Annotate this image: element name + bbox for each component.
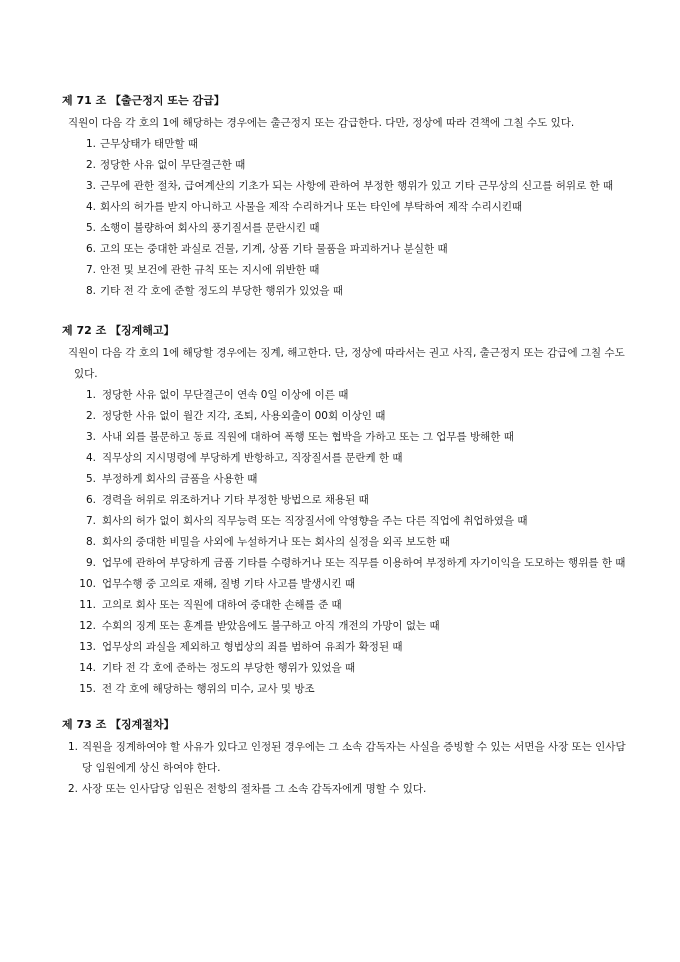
article-72 [62,323,628,700]
list-item: 8. 기타 전 각 호에 준할 정도의 부당한 행위가 있었을 때 [85,285,344,297]
list-item: 1. 정당한 사유 없이 무단결근이 연속 0일 이상에 이른 때 [85,389,349,401]
list-item: 2. 정당한 사유 없이 무단결근한 때 [85,159,246,171]
list-item: 6. 경력을 허위로 위조하거나 기타 부정한 방법으로 채용된 때 [85,494,369,506]
article-71-list [62,134,628,302]
article-72-heading: 제 72 조 【징계해고】 [62,324,175,337]
list-item: 2. 정당한 사유 없이 월간 지각, 조퇴, 사용외출이 00회 이상인 때 [85,410,386,422]
list-item: 8. 회사의 중대한 비밀을 사외에 누설하거나 또는 회사의 실정을 외곡 보도한 때 [85,536,450,548]
article-71 [62,93,628,302]
list-item: 1. 직원을 징계하여야 할 사유가 있다고 인정된 경우에는 그 소속 감독자는 사실을 증빙할 수 있는 서면을 사장 또는 인사담당 임원에게 상신 하여야 한다. [67,741,626,774]
list-item: 5. 부정하게 회사의 금품을 사용한 때 [85,473,258,485]
article-73 [62,717,628,800]
article-71-intro: 직원이 다음 각 호의 1에 해당하는 경우에는 출근정지 또는 감급한다. 다만, 정상에 따라 견책에 그칠 수도 있다. [68,117,575,129]
list-item: 12. 수회의 징계 또는 훈계를 받았음에도 불구하고 아직 개전의 가망이 없는 때 [79,620,440,632]
list-item: 2. 사장 또는 인사담당 임원은 전항의 절차를 그 소속 감독자에게 명할 수 있다. [67,783,427,795]
list-item: 1. 근무상태가 태만할 때 [85,138,198,150]
list-item: 10. 업무수행 중 고의로 재해, 질병 기타 사고를 발생시킨 때 [79,578,356,590]
list-item: 13. 업무상의 과실을 제외하고 형법상의 죄를 범하여 유죄가 확정된 때 [79,641,403,653]
list-item: 11. 고의로 회사 또는 직원에 대하여 중대한 손해를 준 때 [79,599,342,611]
list-item: 15. 전 각 호에 해당하는 행위의 미수, 교사 및 방조 [79,683,315,695]
list-item: 7. 회사의 허가 없이 회사의 직무능력 또는 직장질서에 악영향을 주는 다른 직업에 취업하였을 때 [85,515,528,527]
article-73-heading: 제 73 조 【징계절차】 [62,718,175,731]
article-72-intro: 직원이 다음 각 호의 1에 해당할 경우에는 징계, 해고한다. 단, 정상에 따라서는 권고 사직, 출근정지 또는 감급에 그칠 수도 있다. [68,347,625,380]
list-item: 7. 안전 및 보건에 관한 규칙 또는 지시에 위반한 때 [85,264,320,276]
list-item: 4. 회사의 허가를 받지 아니하고 사물을 제작 수리하거나 또는 타인에 부탁하여 제작 수리시킨때 [85,201,523,213]
list-item: 3. 근무에 관한 절차, 급여계산의 기초가 되는 사항에 관하여 부정한 행위가 있고 기타 근무상의 신고를 허위로 한 때 [85,180,614,192]
list-item: 6. 고의 또는 중대한 과실로 건물, 기계, 상품 기타 물품을 파괴하거나 분실한 때 [85,243,448,255]
article-73-list [62,737,628,800]
article-72-list [62,385,628,700]
article-71-heading: 제 71 조 【출근정지 또는 감급】 [62,94,225,107]
list-item: 4. 직무상의 지시명령에 부당하게 반항하고, 직장질서를 문란케 한 때 [85,452,403,464]
list-item: 3. 사내 외를 불문하고 동료 직원에 대하여 폭행 또는 협박을 가하고 또는 그 업무를 방해한 때 [85,431,514,443]
list-item: 9. 업무에 관하여 부당하게 금품 기타를 수령하거나 또는 직무를 이용하여 부정하게 자기이익을 도모하는 행위를 한 때 [85,557,626,569]
list-item: 5. 소행이 불량하여 회사의 풍기질서를 문란시킨 때 [85,222,320,234]
list-item: 14. 기타 전 각 호에 준하는 정도의 부당한 행위가 있었을 때 [79,662,356,674]
